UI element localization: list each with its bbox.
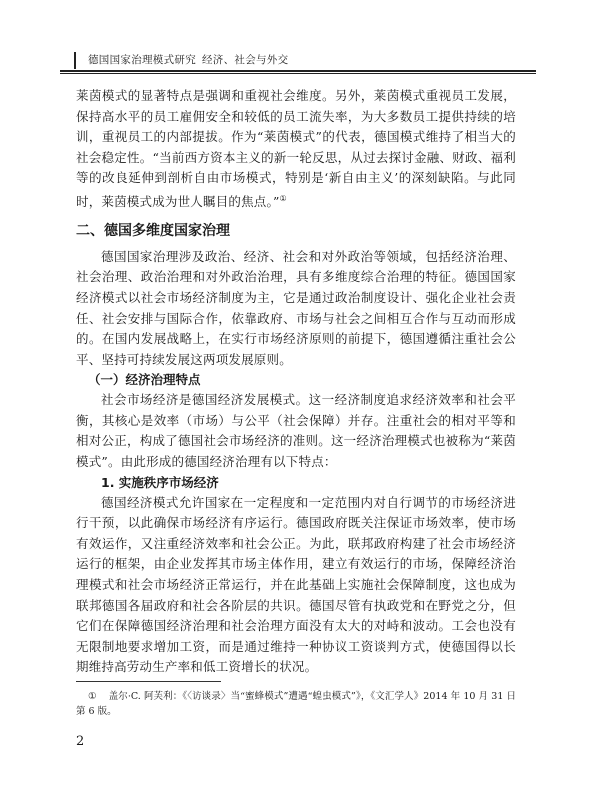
paragraph-ordered-market-economy: 德国经济模式允许国家在一定程度和一定范围内对自行调节的市场经济进行干预，以此确保市场经济有序运行。德国政府既关注保证市场效率，使市场有效运作，又注重经济效率和社会公正。为此，联邦政府构建了社会市场经济运行的框架，由企业发挥其市场主体作用，建立有效运行的市场，保障经济治理模式和社会市场经济正常运行，并在此基础上实施社会保障制度，这也成为联邦德国各届政府和社会各阶层的共识。德国尽管有执政党和在野党之分，但它们在保障德国经济治理和社会治理方面没有太大的对峙和波动。工会也没有无限制地要求增加工资，而是通过维持一种协议工资谈判方式，使德国得以长期维持高劳动生产率和低工资增长的状况。 [76, 494, 516, 675]
header-tick-mark [74, 52, 76, 69]
header-rule-thin [60, 73, 536, 74]
footnote-mark: ① [88, 691, 97, 702]
header-text [60, 52, 536, 70]
subsubsection-heading: 1. 实施秩序市场经济 [101, 474, 219, 490]
paragraph-social-market-economy: 社会市场经济是德国经济发展模式。这一经济制度追求经济效率和社会平衡，其核心是效率（市场）与公平（社会保障）并存。注重社会的相对平等和相对公正，构成了德国社会市场经济的准则。这一经济治理模式也被称为“莱茵模式”。由此形成的德国经济治理有以下特点： [76, 392, 516, 470]
page-body [76, 86, 516, 678]
running-header [60, 52, 536, 74]
section-heading: 二、德国多维度国家治理 [76, 222, 230, 239]
header-book-title: 德国国家治理模式研究 [88, 54, 196, 66]
header-book-subtitle: 经济、社会与外交 [202, 54, 289, 66]
footnote-text: 盖尔·C. 阿芙利：《〈访谈录〉当“蜜蜂模式”遭遇“蝗虫模式”》，《文汇学人》2014 年 10 月 31 日第 6 版。 [76, 691, 516, 717]
footnote-divider [76, 681, 221, 682]
page-number: 2 [76, 734, 85, 749]
paragraph-governance-overview: 德国国家治理涉及政治、经济、社会和对外政治等领域，包括经济治理、社会治理、政治治理和对外政治治理，具有多维度综合治理的特征。德国国家经济模式以社会市场经济制度为主，它是通过政治制度设计、强化企业社会责任、社会安排与国际合作，依靠政府、市场与社会之间相互合作与互动而形成的。在国内发展战略上，在实行市场经济原则的前提下，德国遵循注重社会公平、坚持可持续发展这两项发展原则。 [76, 248, 516, 367]
paragraph-rhine-model [76, 86, 516, 213]
paragraph-rhine-model-text: 莱茵模式的显著特点是强调和重视社会维度。另外，莱茵模式重视员工发展，保持高水平的员工雇佣安全和较低的员工流失率，为大多数员工提供持续的培训，重视员工的内部提拔。作为“莱茵模式”的代表，德国模式维持了相当大的社会稳定性。“当前西方资本主义的新一轮反思，从过去探讨金融、财政、福利等的改良延伸到剖析自由市场模式，特别是‘新自由主义’的深刻缺陷。与此同时，莱茵模式成为世人瞩目的焦点。” [76, 88, 516, 210]
footnote-reference: ① [279, 193, 287, 203]
footnote [76, 689, 516, 719]
subsection-heading: （一）经济治理特点 [88, 372, 201, 388]
header-rule-thick [60, 70, 536, 72]
